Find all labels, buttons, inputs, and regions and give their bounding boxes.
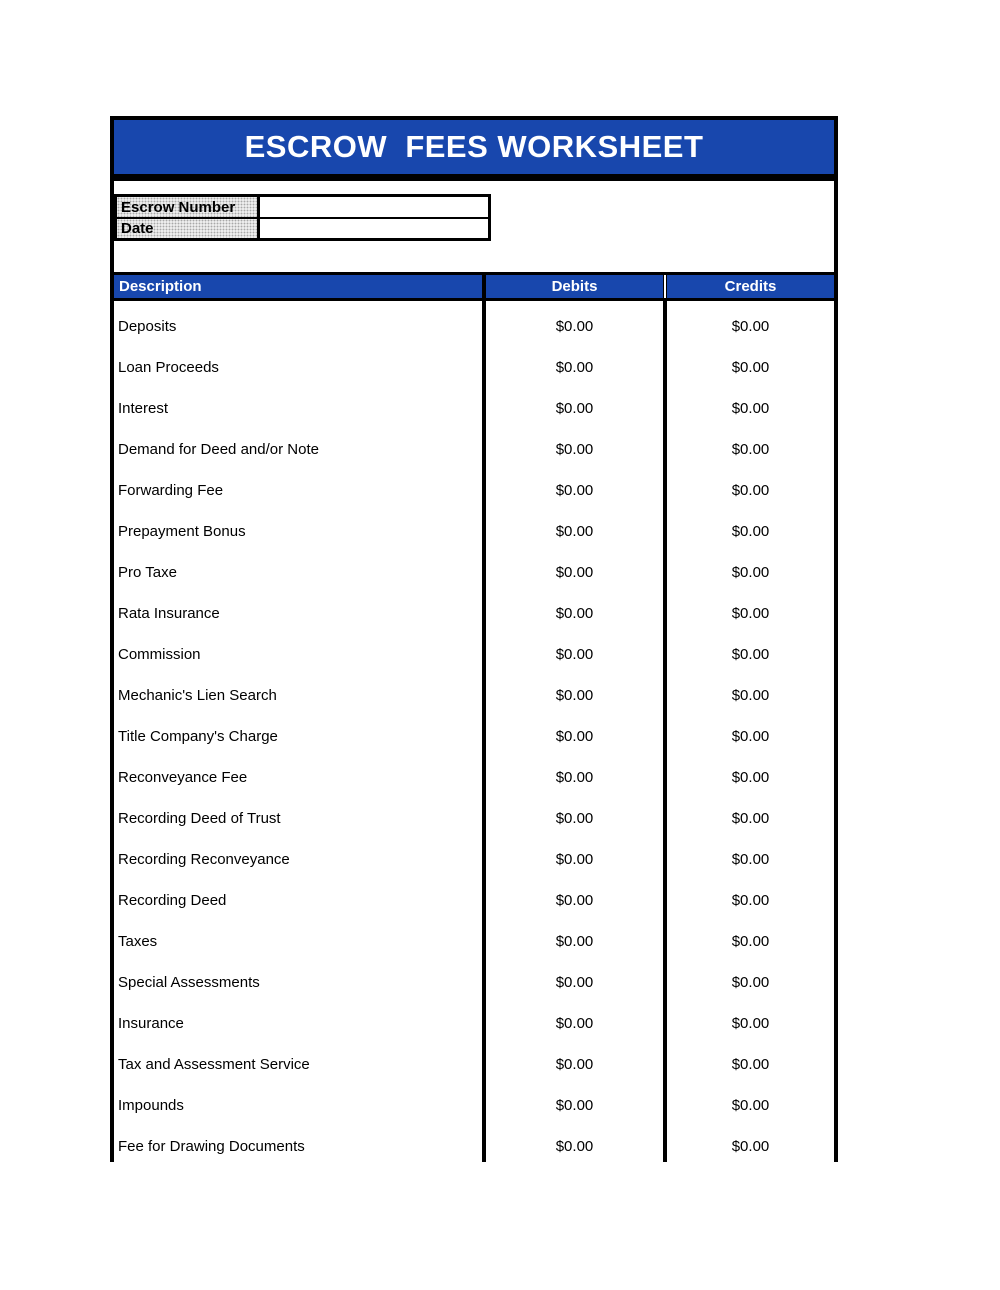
debit-cell[interactable]: $0.00 [486, 342, 667, 383]
date-row [117, 219, 488, 238]
table-row [110, 957, 838, 998]
debit-cell[interactable]: $0.00 [486, 629, 667, 670]
debit-cell[interactable]: $0.00 [486, 506, 667, 547]
worksheet-title: ESCROW FEES WORKSHEET [244, 129, 704, 164]
credit-cell[interactable]: $0.00 [667, 588, 838, 629]
debit-cell[interactable]: $0.00 [486, 1121, 667, 1162]
description-cell: Deposits [110, 301, 486, 342]
table-row [110, 875, 838, 916]
credit-cell[interactable]: $0.00 [667, 793, 838, 834]
info-section [110, 181, 838, 272]
description-cell: Pro Taxe [110, 547, 486, 588]
description-cell: Taxes [110, 916, 486, 957]
table-row [110, 465, 838, 506]
description-cell: Special Assessments [110, 957, 486, 998]
date-label: Date [117, 219, 260, 238]
description-cell: Forwarding Fee [110, 465, 486, 506]
credit-cell[interactable]: $0.00 [667, 957, 838, 998]
credit-cell[interactable]: $0.00 [667, 670, 838, 711]
debit-cell[interactable]: $0.00 [486, 834, 667, 875]
debit-cell[interactable]: $0.00 [486, 875, 667, 916]
description-cell: Interest [110, 383, 486, 424]
credit-cell[interactable]: $0.00 [667, 383, 838, 424]
table-row [110, 383, 838, 424]
debit-cell[interactable]: $0.00 [486, 670, 667, 711]
description-cell: Tax and Assessment Service [110, 1039, 486, 1080]
debit-cell[interactable]: $0.00 [486, 424, 667, 465]
column-header-description: Description [110, 275, 486, 298]
table-row [110, 916, 838, 957]
table-row [110, 998, 838, 1039]
escrow-number-input[interactable] [260, 197, 488, 217]
table-row [110, 1039, 838, 1080]
debit-cell[interactable]: $0.00 [486, 752, 667, 793]
credit-cell[interactable]: $0.00 [667, 301, 838, 342]
description-cell: Recording Deed of Trust [110, 793, 486, 834]
credit-cell[interactable]: $0.00 [667, 342, 838, 383]
description-cell: Commission [110, 629, 486, 670]
description-cell: Reconveyance Fee [110, 752, 486, 793]
description-cell: Mechanic's Lien Search [110, 670, 486, 711]
credit-cell[interactable]: $0.00 [667, 424, 838, 465]
column-header-credits: Credits [667, 275, 838, 298]
info-fields-box [114, 194, 491, 241]
table-row [110, 670, 838, 711]
date-input[interactable] [260, 219, 488, 238]
credit-cell[interactable]: $0.00 [667, 875, 838, 916]
debit-cell[interactable]: $0.00 [486, 711, 667, 752]
table-row [110, 1121, 838, 1162]
credit-cell[interactable]: $0.00 [667, 711, 838, 752]
debit-cell[interactable]: $0.00 [486, 1039, 667, 1080]
table-row [110, 1080, 838, 1121]
description-cell: Recording Deed [110, 875, 486, 916]
debit-cell[interactable]: $0.00 [486, 301, 667, 342]
table-row [110, 588, 838, 629]
debit-cell[interactable]: $0.00 [486, 383, 667, 424]
credit-cell[interactable]: $0.00 [667, 1080, 838, 1121]
table-row [110, 752, 838, 793]
table-row [110, 301, 838, 342]
escrow-worksheet [110, 116, 838, 1162]
credit-cell[interactable]: $0.00 [667, 547, 838, 588]
description-cell: Rata Insurance [110, 588, 486, 629]
table-row [110, 547, 838, 588]
debit-cell[interactable]: $0.00 [486, 547, 667, 588]
credit-cell[interactable]: $0.00 [667, 752, 838, 793]
column-header-debits: Debits [486, 275, 667, 298]
debit-cell[interactable]: $0.00 [486, 957, 667, 998]
credit-cell[interactable]: $0.00 [667, 1039, 838, 1080]
credit-cell[interactable]: $0.00 [667, 465, 838, 506]
debit-cell[interactable]: $0.00 [486, 465, 667, 506]
debit-cell[interactable]: $0.00 [486, 916, 667, 957]
table-row [110, 342, 838, 383]
credit-cell[interactable]: $0.00 [667, 998, 838, 1039]
credit-cell[interactable]: $0.00 [667, 506, 838, 547]
table-row [110, 834, 838, 875]
header-column-gap [664, 275, 666, 298]
escrow-number-row [117, 197, 488, 219]
credit-cell[interactable]: $0.00 [667, 1121, 838, 1162]
table-row [110, 629, 838, 670]
table-row [110, 793, 838, 834]
description-cell: Loan Proceeds [110, 342, 486, 383]
escrow-number-label: Escrow Number [117, 197, 260, 217]
debit-cell[interactable]: $0.00 [486, 588, 667, 629]
table-body [110, 301, 838, 1162]
description-cell: Impounds [110, 1080, 486, 1121]
description-cell: Fee for Drawing Documents [110, 1121, 486, 1162]
worksheet-title-banner [110, 116, 838, 181]
credit-cell[interactable]: $0.00 [667, 916, 838, 957]
debit-cell[interactable]: $0.00 [486, 793, 667, 834]
table-row [110, 424, 838, 465]
description-cell: Insurance [110, 998, 486, 1039]
table-row [110, 506, 838, 547]
debit-cell[interactable]: $0.00 [486, 998, 667, 1039]
description-cell: Prepayment Bonus [110, 506, 486, 547]
table-header-row [110, 272, 838, 301]
table-row [110, 711, 838, 752]
debit-cell[interactable]: $0.00 [486, 1080, 667, 1121]
description-cell: Recording Reconveyance [110, 834, 486, 875]
credit-cell[interactable]: $0.00 [667, 834, 838, 875]
description-cell: Title Company's Charge [110, 711, 486, 752]
credit-cell[interactable]: $0.00 [667, 629, 838, 670]
description-cell: Demand for Deed and/or Note [110, 424, 486, 465]
